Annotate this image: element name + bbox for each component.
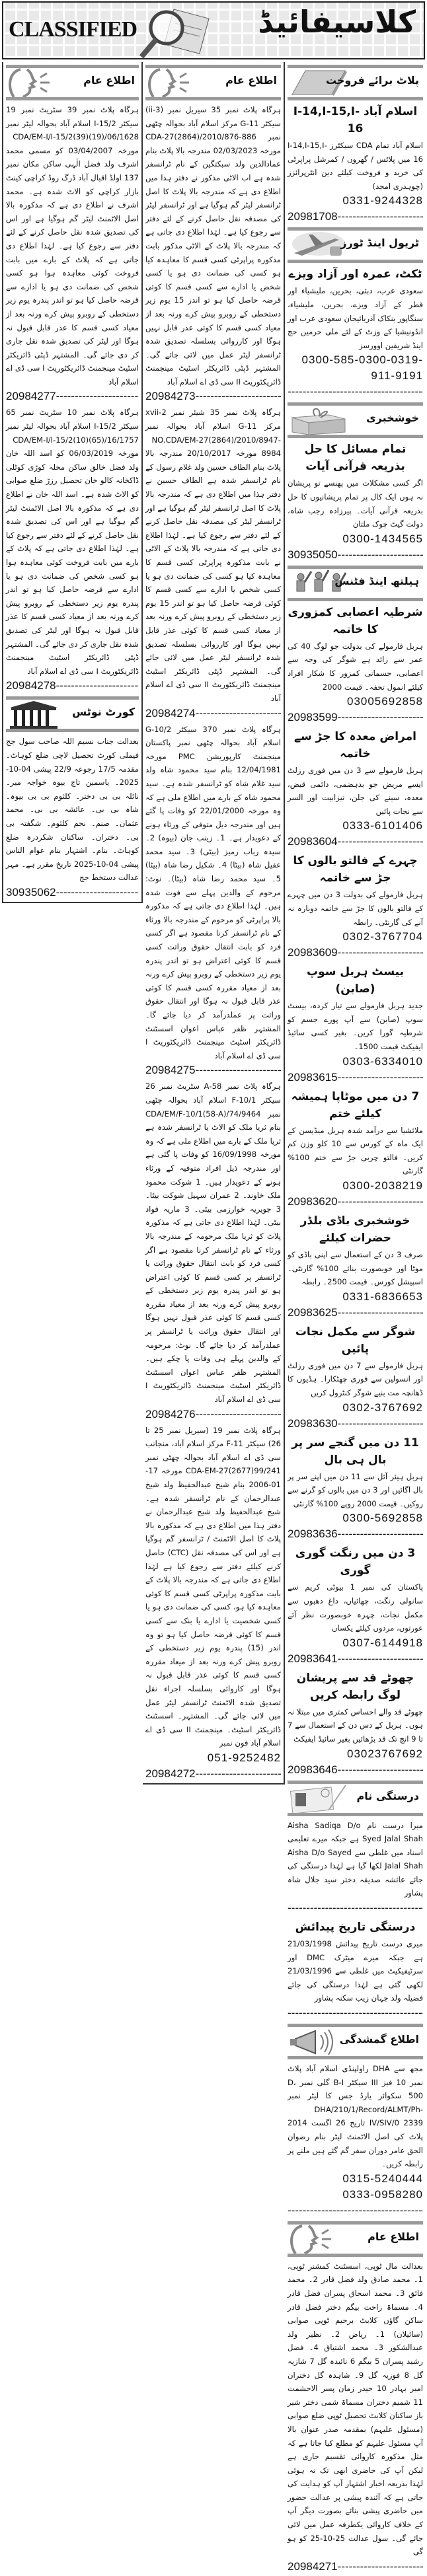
magnifying-glass-icon — [139, 7, 212, 62]
classified-ad — [145, 723, 281, 1079]
section-header — [288, 2221, 423, 2257]
ad-reference-number — [288, 384, 423, 400]
ad-phone-number: 0331-6836653 — [342, 1290, 423, 1303]
classified-ad — [145, 406, 281, 721]
ad-reference-number: 20983609 ----- — [288, 945, 423, 961]
ad-phone-number: 0300-5692858 — [342, 1512, 423, 1525]
ad-reference-number: 20983636 ----- — [288, 1526, 423, 1542]
classified-ad — [288, 441, 423, 562]
masthead-title-urdu: کلاسیفائیڈ — [258, 4, 416, 40]
classified-ad — [288, 1088, 423, 1210]
section-header — [288, 65, 423, 100]
section-title: درستگی نام — [356, 1789, 419, 1802]
ad-body: اگر کسی مشکلات میں پھنسے تو پریشان نہ ہوں ایک کال پر تمام پریشانیوں کا حل بذریعہ قرآنی آیات۔ پیرزادہ رجب شاہ، دولت گیٹ چوک ملتان — [288, 478, 423, 529]
classified-ad — [288, 604, 423, 725]
ad-title: چھوٹے قد سے پریشان لوگ رابطہ کریں — [296, 1671, 414, 1702]
ad-body: سعودی عرب، دبئی، بحرین، ملیشیاء اور قطر کے آزاد ویزے، بحرین، ملیشیاء، سنگاپور بنکاک آذربائیجان سعودی عرب اور انڈونیشیا کے وزٹ کے لئے ملی حرمین حج اینڈ شریفین اوورسز — [288, 286, 423, 350]
ad-reference-number: 20984272 ----- — [145, 1766, 281, 1782]
classified-ad — [288, 266, 423, 400]
ad-reference-number: 20984277 ----- — [6, 388, 139, 404]
classified-masthead — [2, 1, 425, 59]
ad-body: ہربل فارمولے کی بدولت 3 دن میں چہرے کے فالتو بالوں کا جڑ سے خاتمہ دوبارہ نہ آنے کی گارنٹی۔ رابطہ — [288, 890, 423, 927]
ad-title: 7 دن میں موٹاپا ہمیشہ کیلئے ختم — [291, 1089, 420, 1121]
ad-body: ہرگاہ پلاٹ نمبر 35 شیئر نمبر 2-xvii مرکز G-11 اسلام آباد بحوالہ نمبر NO.CDA/EM-27(2864)/2010/8947-8984 مورخہ 20/10/2017 مندرجہ بالا پلاٹ بنام الطاف حسین ولد غلام رسول کے نام ٹرانسفر شدہ ہے الطاف حسین نے دفتر ہذا میں اطلاع دی ہے کہ مندرجہ بالا پلاٹ کا اصل ٹرانسفر لیٹر گم ہوگیا ہے اور ٹرانسفر لیٹر کی مصدقہ نقل حاصل کرنے کے لئے دفتر سے رجوع کیا ہے۔ لہٰذا اطلاع دی جاتی ہے کہ مندرجہ بالا پلاٹ کے الاٹی نے بابت مذکورہ پراپرٹی کسی قسم کا معاہدہ کیا ہو کسی کی ضمانت دی ہو یا کسی شخص یا ادارے سے کسی قسم کا کوئی قرضہ حاصل کیا ہو تو اندر 15 یوم زیر دستخطی کے روبرو پیش کرے ورنہ بعد از معیاد کسی قسم کا کوئی عذر قابل نہیں ہوگا اور کارروائی بسلسلہ تصدیق شدہ ٹرانسفر لیٹر عمل میں لائی جائے گی۔ المشتہر ڈپٹی ڈائریکٹر اسٹیٹ مینجمنٹ ڈائریکٹوریٹ II سی ڈی اے اسلام آباد — [145, 408, 281, 703]
ad-body: ہرگاہ پلاٹ نمبر 35 سیریل نمبر (3-ii) سیکٹر G-11 مرکز اسلام آباد بحوالہ چٹھی نمبر CDA-27(2864)/2010/876-886 مورخہ 02/03/2023 مندرجہ بالا پلاٹ بنام عمادالدین ولد سبکتگین کے نام ٹرانسفر شدہ ہے اب الاٹی مذکور نے دفتر ہذا میں اطلاع دی ہے کہ مندرجہ بالا پلاٹ کا اصل ٹرانسفر لیٹر گم ہوگیا ہے اور ٹرانسفر لیٹر کی مصدقہ نقل حاصل کرنے کے لئے دفتر سے رجوع کیا ہے۔ لہٰذا اطلاع دی جاتی ہے کہ مندرجہ بالا پلاٹ کے الاٹی مذکور بابت مذکورہ پراپرٹی کسی قسم کا معاہدہ کیا ہو کسی کی ضمانت دی ہو یا کسی شخص یا ادارے سے کسی قسم کا کوئی قرضہ حاصل کیا ہو تو اندر 15 یوم زیر دستخطی کے روبرو پیش کرے ورنہ بعد از معیاد کسی قسم کا کوئی عذر قابل نہیں ہوگا اور کارروائی بسلسلہ تصدیق شدہ ٹرانسفر لیٹر عمل میں لائی جائے گی۔ المشتہر ڈپٹی ڈائریکٹر اسٹیٹ مینجمنٹ ڈائریکٹوریٹ II سی ڈی اے اسلام آباد — [145, 105, 281, 386]
gift-icon — [289, 406, 348, 435]
ad-reference-number: 20983620 ----- — [288, 1194, 423, 1210]
classified-columns — [0, 62, 427, 2576]
ad-reference-number: 20983630 ----- — [288, 1416, 423, 1432]
ad-title: چہرے کے فالتو بالوں کا جڑ سے خاتمہ — [293, 854, 418, 885]
ad-body: ہرگاہ پلاٹ نمبر 10 سٹریٹ نمبر 65 سیکٹر I-15/2 اسلام آباد بحوالہ لیٹر نمبر CDA/EM-I/I-15/2(10)(65)/16/1757 مورخہ 06/03/2019 کو اسد اللہ خان ولد فضل خالق ساکن محلہ کوڑی کوٹلی ڈاکخانہ کالو خان تحصیل رزڑ ضلع صوابی کو الاٹ شدہ ہے۔ اسد اللہ خان نے اطلاع دی ہے کہ مذکورہ بالا اصل الاٹمنٹ لیٹر گم ہوگیا ہے اور اس کی تصدیق شدہ نقل حاصل کرنے کے لئے دفتر سے رجوع کیا ہے۔ لہٰذا اطلاع دی جاتی ہے کہ پلاٹ کے بارے میں بابت فروخت کوئی معاہدہ ہوا ہو کسی شخص کی ضمانت دی ہو یا ادارے سے قرضہ حاصل کیا ہو تو اندر پندرہ یوم زیر دستخطی کے روبرو پیش کرے ورنہ بعد از معیاد کسی قسم کا عذر قابل قبول نہ ہوگا اور لیٹر کی تصدیق شدہ نقل جاری کر دی جائے گی۔ المشتہر ڈپٹی ڈائریکٹر اسٹیٹ مینجمنٹ ڈائریکٹوریٹ I سی ڈی اے اسلام آباد — [6, 408, 139, 676]
ad-phone-number: 03023767692 — [346, 1747, 423, 1760]
column-left — [2, 62, 143, 903]
ad-title: امراض معدہ کا جڑ سے خاتمہ — [294, 730, 416, 761]
ad-body: میری درست تاریخ پیدائش 21/03/1998 ہے جبکہ میرے میٹرک DMC اور سرٹیفیکیٹ میں غلطی سے 21/03/1996 لکھی گئی ہے لہٰذا درستگی کی جائے فضیلہ ولد جہان زیب سکنہ پشاور — [288, 1939, 423, 2003]
ad-reference-number: 30935062 ----- — [6, 885, 139, 901]
classified-ad — [288, 852, 423, 961]
section-title: پلاٹ برائے فروخت — [325, 74, 419, 87]
ad-phone-number: 051-9252482 — [207, 1751, 281, 1764]
masthead-title-english: CLASSIFIED — [9, 17, 137, 42]
section-header — [6, 696, 139, 732]
section-title: اطلاع عام — [225, 74, 277, 87]
classified-ad — [6, 735, 139, 901]
section-title: اطلاع عام — [368, 2230, 419, 2243]
ad-body: صرف 3 دن کے استعمال سے اپنی باڈی کو موٹا اور خوبصورت بنائے 100% گارنٹی۔ اسپیشل کورس۔ قیمت 2500۔ رابطہ — [288, 1250, 423, 1287]
classified-ad — [288, 1545, 423, 1666]
ad-reference-number: 20984274 ----- — [145, 706, 281, 721]
section-title: ہیلتھ اینڈ فٹنس — [334, 574, 419, 587]
column-middle — [143, 62, 285, 1785]
ad-reference-number: 20983641 ----- — [288, 1651, 423, 1667]
ad-title: 3 دن میں رنگت گوری گوری — [295, 1547, 416, 1578]
ad-body: ہربل ہیئر آئل سے 11 دن میں اپنے سر پر بال اگائیں اور 3 دن میں بالوں کو گرنے سے روکیں۔ قیمت 2000 روپے 100% گارنٹی — [288, 1471, 423, 1508]
ad-body: میرا درست نام Aisha Sadiqa D/o Syed Jalal Shah ہے جبکہ میرے تعلیمی اسناد میں غلطی سے Aisha D/o Sayed Jalal Shah لکھا گیا ہے لہٰذا درستگی کی جائے عائشہ صدیقہ دختر سید جلال شاہ پشاور — [288, 1820, 424, 1898]
ad-title: درستگی تاریخ پیدائش — [295, 1921, 416, 1934]
classified-ad — [288, 1819, 423, 1917]
ad-reference-number: 20983625 ----- — [288, 1305, 423, 1321]
ad-phone-number: 0300-1434565 — [342, 532, 423, 545]
classified-ad — [288, 2062, 423, 2219]
ad-reference-number — [288, 1900, 423, 1916]
section-header — [288, 227, 423, 263]
ad-reference-number: 30935050 ----- — [288, 547, 423, 563]
classified-ad — [288, 1323, 423, 1432]
ad-title: اسلام آباد I-14,I-15,I-16 — [293, 105, 418, 135]
ad-title: ٹکٹ، عمرہ اور آزاد ویزے — [288, 268, 422, 281]
ad-reference-number: 20983646 ----- — [288, 1762, 423, 1778]
section-header — [288, 2024, 423, 2059]
ad-title: شرطیہ اعصابی کمزوری کا خاتمہ — [288, 605, 423, 636]
classified-ad — [288, 1434, 423, 1543]
ad-title: خوشخبری باڈی بلڈر حضرات کیلئے — [300, 1214, 410, 1245]
ad-body: مجھ سے DHA راولپنڈی اسلام آباد پلاٹ نمبر 10 فیز III سیکٹر B-I گلی نمبر D، 500 سکوائر یارڈ جس کا لیٹر نمبر DHA/210/1/Record/ALMT/Ph-IV/SIV/0 2339 تاریخ 26 اگست 2014 پلاٹ کی اصل الاٹمنٹ لیٹر بنام رضوان الحق عامر دوران سفر گم گئے ہیں ملنے پر رابطہ کریں۔ — [288, 2064, 424, 2169]
classified-ad — [145, 1080, 281, 1422]
classified-ad — [288, 103, 423, 225]
speaking-face-icon — [147, 68, 206, 97]
classified-ad — [288, 728, 423, 850]
ad-reference-number — [288, 2203, 423, 2219]
classified-ad — [145, 103, 281, 404]
ad-reference-number: 20984278 ----- — [6, 678, 139, 694]
ad-body: ہربل فارمولے سے 3 دن میں فوری رزلٹ ایسے مریض جو بدہضمی، دائمی قبض، معدہ، سینے کی جلن، تیزابیت اور السر سے نجات پائیں — [288, 766, 423, 816]
section-title: اطلاع گمشدگی — [339, 2033, 419, 2046]
ad-phone-number: 0307-6144918 — [342, 1636, 423, 1649]
id-card-icon — [289, 1784, 348, 1813]
classified-ad — [288, 1919, 423, 2021]
ad-phone-number: 0315-5240444 — [342, 2172, 423, 2185]
speaking-face-icon — [289, 2225, 348, 2254]
ad-body: اسلام آباد تمام CDA سیکٹرز I-14,I-15,I-16 میں پلاٹس / گھروں / کمرشل پراپرٹی کی خرید و فروخت کیلئے دین انٹرپرائزز (چوہدری امجد) — [288, 141, 424, 191]
section-header — [145, 65, 281, 100]
ad-reference-number: 20984271 ----- — [288, 2559, 423, 2575]
ad-body: پاکستان کی نمبر 1 بیوٹی کریم سے سانولی رنگت، چھائیاں، داغ دھبوں سے مکمل نجات، چہرہ خوبصورت نظر آئے عورتوں، مردوں کیلئے یکساں — [288, 1582, 423, 1633]
ad-body: ہرگاہ پلاٹ نمبر 58-A سٹریٹ نمبر 26 سیکٹر F-10/1 اسلام آباد بحوالہ چٹھی نمبر CDA/EM/F-10/1(58-A)/74/9464 بنام ثریا ملک کو الاٹ یا ٹرانسفر شدہ ہے ثریا ملک کے بارے میں اطلاع ملی ہے کہ وہ مورخہ 16/09/1998 کو وفات پا گئی ہے اور مندرجہ ذیل افراد متوفیہ کے ورثاء ہونے کے دعویدار ہیں۔ 1 شوکت محمود ملک خاوند۔ 2 عمران سہیل شوکت بیٹا۔ 3 جویریہ خوارزمی بیٹی۔ 3 ماریہ فواد بیٹی۔ لہٰذا اطلاع دی جاتی ہے کہ مذکورہ پلاٹ کو ثریا ملک مرحومہ کے مندرجہ بالا ورثاء کے نام ٹرانسفر کرنا مقصود ہے اگر کسی فرد کو بابت انتقال حقوق وراثت یا ٹرانسفر پر کسی قسم کا کوئی اعتراض ہو تو اندر پندرہ یوم زیر دستخطی کے روبرو پیش کرے ورنہ بعد از معیاد مقررہ کسی قسم کا کوئی عذر قبول نہیں ہوگا اور انتقال حقوق وراثت یا ٹرانسفر پر عملدرآمد کر دیا جائے گا۔ نوٹ: مرحومہ کے والدین پہلے ہی وفات پا چکے ہیں۔ المشتہر ظفر عباس اعوان اسسٹنٹ ڈائریکٹر اسٹیٹ مینجمنٹ ڈائریکٹوریٹ I سی ڈی اے اسلام آباد — [145, 1082, 282, 1405]
ad-reference-number: 20981708 ----- — [288, 209, 423, 225]
classified-ad — [6, 406, 139, 694]
ad-reference-number — [288, 2005, 423, 2021]
section-title: کورٹ نوٹس — [72, 706, 135, 719]
ad-body: بعدالت جناب نسیم اللہ صاحب سول جج فیملی کورٹ تحصیل لاچی ضلع کوہاٹ۔ مقدمہ 17/5 رجوعہ 22/9 پیشی 04-10-2025۔ یاسمین تاج بیوہ خواجہ میر۔ نائلہ بی بی دختر۔ کلثوم بی بی بیوہ۔ شاہ بی بی۔ عائشہ بی بی۔ محمد عثمان۔ صنم۔ نجم کلثوم۔ شگفتہ بی بی۔ دختران۔ ساکنان شکردرہ ضلع کوہاٹ۔ بنام۔ اشتہار بنام عوام الناس پیشی 04-10-2025 تاریخ مقرر ہے۔ مہر عدالت دستخط جج — [6, 737, 139, 883]
ad-title: بیسٹ ہربل سوپ (صابن) — [306, 965, 404, 996]
ad-body: ملائشیا سے درآمد شدہ ہربل میڈیسن کے ایک ماہ کے کورس سے 10 کلو وزن کم کریں۔ فالتو چربی جڑ سے ختم 100% گارنٹی — [288, 1125, 423, 1176]
ad-reference-number: 20984273 ----- — [145, 388, 281, 404]
ad-body: چھوٹے قد والے احساس کمتری میں مبتلا نہ ہوں۔ ہربل کے دس دن کے استعمال سے 7 تا 9 انچ تک قد بڑھائیں بغیر سائیڈ ایفیکٹ — [288, 1707, 423, 1744]
ad-reference-number: 20983604 ----- — [288, 834, 423, 850]
ad-reference-number: 20984275 ----- — [145, 1062, 281, 1078]
ad-phone-number: 0331-9244328 — [342, 194, 423, 207]
classified-ad — [288, 1212, 423, 1321]
ad-phone-number: 0333-0958280 — [342, 2188, 423, 2201]
ad-phone-number: 0333-6101406 — [342, 819, 423, 832]
court-building-icon — [7, 700, 67, 729]
ad-phone-number: 0302-3767704 — [342, 930, 423, 943]
section-header — [288, 402, 423, 438]
section-header — [288, 566, 423, 601]
section-title: اطلاع عام — [83, 74, 135, 87]
ad-phone-number: 03005692858 — [346, 695, 423, 708]
ad-title: 11 دن میں گنجے سر پر بال ہی بال — [291, 1436, 419, 1467]
section-header — [288, 1781, 423, 1816]
ad-reference-number: 20983615 ----- — [288, 1070, 423, 1086]
ad-body: جدید ہربل فارمولے سے تیار کردہ، بیسٹ سوپ (صابن) سے آپ پورے جسم کو شرطیہ گورا کریں۔ بغیر کسی سائیڈ ایفیکٹ قیمت 1500۔ — [288, 1001, 423, 1052]
classified-ad — [288, 1670, 423, 1778]
column-right — [285, 62, 426, 2576]
classified-ad — [288, 963, 423, 1085]
ad-phone-number: 0300-2038219 — [342, 1179, 423, 1192]
section-title: ٹریول اینڈ ٹورز — [340, 237, 419, 250]
ad-reference-number: 20983599 ----- — [288, 710, 423, 725]
section-header — [6, 65, 139, 100]
classified-ad — [145, 1424, 281, 1782]
ad-reference-number: 20984276 ----- — [145, 1407, 281, 1422]
ad-phone-number: 0302-3767692 — [342, 1401, 423, 1414]
ad-phone-number: 0300-585-0300-0319-911-9191 — [301, 353, 423, 383]
ad-body: ہرگاہ پلاٹ نمبر 39 سٹریٹ نمبر 19 سیکٹر I-15/2 اسلام آباد بحوالہ لیٹر نمبر CDA/EM-I/I-15/2(39)(19)/06/1628 مورخہ 03/04/2007 کو مسمی محمد اشرف ولد فضل الٰہی ساکن مکان نمبر 137 اولڈ اقبال آباد ڈرگ روڈ کراچی کینٹ بازار کراچی کو الاٹ شدہ ہے۔ محمد اشرف نے اطلاع دی ہے کہ مذکورہ بالا اصل الاٹمنٹ لیٹر گم ہوگیا ہے اور اس کی تصدیق شدہ نقل حاصل کرنے کے لئے دفتر سے رجوع کیا ہے۔ لہٰذا اطلاع دی جاتی ہے کہ پلاٹ کے بارے میں بابت فروخت کوئی معاہدہ ہوا ہو کسی شخص کی ضمانت دی ہو یا ادارے سے قرضہ حاصل کیا ہو تو اندر پندرہ یوم زیر دستخطی کے روبرو پیش کرے ورنہ بعد از معیاد کسی قسم کا عذر قابل قبول نہ ہوگا اور لیٹر کی تصدیق شدہ نقل جاری کر دی جائے گی۔ المشتہر ڈپٹی ڈائریکٹر اسٹیٹ مینجمنٹ ڈائریکٹوریٹ I سی ڈی اے اسلام آباد — [6, 105, 139, 386]
airplane-icon — [289, 231, 348, 260]
ad-phone-number: 0303-6334010 — [342, 1054, 423, 1068]
section-title: خوشخبری — [366, 412, 419, 425]
ad-body: ہرگاہ پلاٹ نمبر 19 (سیریل نمبر 25 تا 26) سیکٹر F-11 مرکز اسلام آباد، منجانب سی ڈی اے اسلام آباد بحوالہ چھٹی نمبر CDA-EM-27(2677)99/241 مورخہ 17-01-2006 بنام شیخ عبدالحفیظ ولد شیخ عبدالرحمان کے نام ٹرانسفر شدہ ہے۔ شیخ عبدالحفیظ ولد شیخ عبدالرحمان نے دفتر ہذا میں اطلاع دی ہے کہ مذکورہ بالا پلاٹ کا اصل الاٹمنٹ / ٹرانسفر گم ہوگیا ہے اور اس کی مصدقہ نقل (CTC) حاصل کرنے کیلئے دفتر سے رجوع کیا ہے لہٰذا اطلاع دی جاتی ہے کہ مندرجہ بالا پلاٹ کے بابت مذکورہ پراپرٹی کسی قسم کا کوئی معاہدہ کیا ہو، کسی کی ضمانت دی ہو یا کسی شخصیت یا ادارے یا بنک سے کسی قسم کا کوئی قرضہ حاصل کیا ہو تو وہ اندر (15) پندرہ یوم زیر دستخطی کے روبرو پیش کرے ورنہ بعد از میعاد مقررہ کسی قسم کا کوئی عذر قابل قبول نہ ہوگا اور کاروائی بسلسلہ اجراء نقل تصدیق شدہ الاٹمنٹ ٹرانسفر لیٹر عمل میں لائی جائے گی۔ المشتہر۔ اسسٹنٹ ڈائریکٹر اسٹیٹ۔ مینجمنٹ II سی ڈی اے اسلام آباد فون نمبر — [145, 1425, 281, 1748]
ad-title: شوگر سے مکمل نجات پائیں — [295, 1325, 416, 1356]
classified-ad — [6, 103, 139, 404]
speaking-face-icon — [7, 68, 67, 97]
ad-body: ہربل فارمولے کی بدولت جو لوگ 40 کی عمر سے زائد ہے شوگر کی وجہ سے اعصابی، جسمانی کمزور کا شکار افراد کیلئے انمول تحفہ۔ قیمت 2000 — [288, 641, 423, 692]
classified-ad — [288, 2260, 423, 2575]
ad-title: تمام مسائل کا حل بذریعہ قرآنی آیات — [304, 443, 407, 474]
ad-body: ہربل فارمولے سے 7 دن میں فوری رزلٹ اور انسولین سے فوری چھٹکارا۔ ہڈیوں کا ڈھانچہ مت بنیے شوگر کنٹرول کریں — [288, 1360, 423, 1397]
ad-body: ہرگاہ پلاٹ نمبر 370 سیکٹر G-10/2 اسلام آباد بحوالہ چٹھی نمبر پاکستان مینجمنٹ کارپوریشن PMC مورخہ 12/04/1981 بنام سید محمود شاہ ولد سید غلام شاہ کو ٹرانسفر شدہ ہے۔ سید محمود شاہ کے بارے میں اطلاع ملی ہے کہ وہ مورخہ 22/01/2000 کو وفات پا گئے ہیں اور مندرجہ ذیل متوفی کے ورثاء ہونے کے دعویدار ہے۔ 1۔ زینب جان (بیوہ) 2۔ سیدہ رباب رمیز (بیٹی) 3۔ سید محمد عقیل شاہ (بیٹا) 4۔ شکیل رضا شاہ (بیٹا) 5۔ سید محمد رضا شاہ (بیٹا)۔ نوٹ: مرحوم کے والدین پہلے سے فوت شدہ ہیں۔ لہٰذا اطلاع دی جاتی ہے کہ مذکورہ بالا پراپرٹی کو مرحوم کے مندرجہ بالا ورثاء کے نام ٹرانسفر کرنا مقصود ہے اگر کسی فرد کو بابت انتقال حقوق وراثت کسی قسم کا کوئی اعتراض ہو تو اندر پندرہ یوم زیر دستخطی کے روبرو پیش کرے ورنہ بعد از معیاد مقررہ کسی قسم کا کوئی عذر قابل قبول نہ ہوگا اور انتقال حقوق وراثت پر عملدرآمد کر دیا جائے گا۔ المشتہر ظفر عباس اعوان اسسٹنٹ ڈائریکٹر اسٹیٹ مینجمنٹ ڈائریکٹوریٹ I سی ڈی اے اسلام آباد — [145, 724, 281, 1060]
ad-body: بعدالت مال ٹوپی، اسسٹنٹ کمشنر ٹوپی، 1۔ محمد صادق ولد فضل قادر 2۔ محمد فائق 3۔ محمد اسحاق پسران فضل قادر 4۔ مسماۃ راحت بیگم دختر فضل قادر ساکن گاؤں کلابٹ برحیم ٹوپی صوابی (سائیلان) 1۔ ریاض 2۔ نظیر ولد عبدالشکور 3۔ محمد اشتیاق 4۔ فضل رشید پسران 5 بیگم 6 نائیدہ گل 7 شازیہ گل 8 فوزیہ گل 9۔ شاہدہ گل دختران امیر بہادر 10 حیدر زمان پسر الاحشمت 11 شمیم دختران مسماۃ شمی دختر شیر باز ساکنان کلابٹ تحصیل ٹوپی ضلع صوابی (مسئول علیہم) بمقدمہ صدر عنوان بالا آپ مسئول علیہم کو مطلع کیا جاتا ہے کہ مثل مذکورہ کاروائی تقسیم جاری ہے لیکن آپ کی حاضری ابھی تک نہ ہوئی لہٰذا بذریعہ اخبار اشتہار آپ کو ہدایت کی جاتی ہے کہ آئندہ پیشی پر عدالت حضور میں حاضری پیشی بنائے بصورت دیگر آپ کے خلاف کاروائی یکطرفہ عمل میں لائی جائے گی۔ سول عدالت 25-10-25 کو ہو گی — [288, 2261, 424, 2557]
